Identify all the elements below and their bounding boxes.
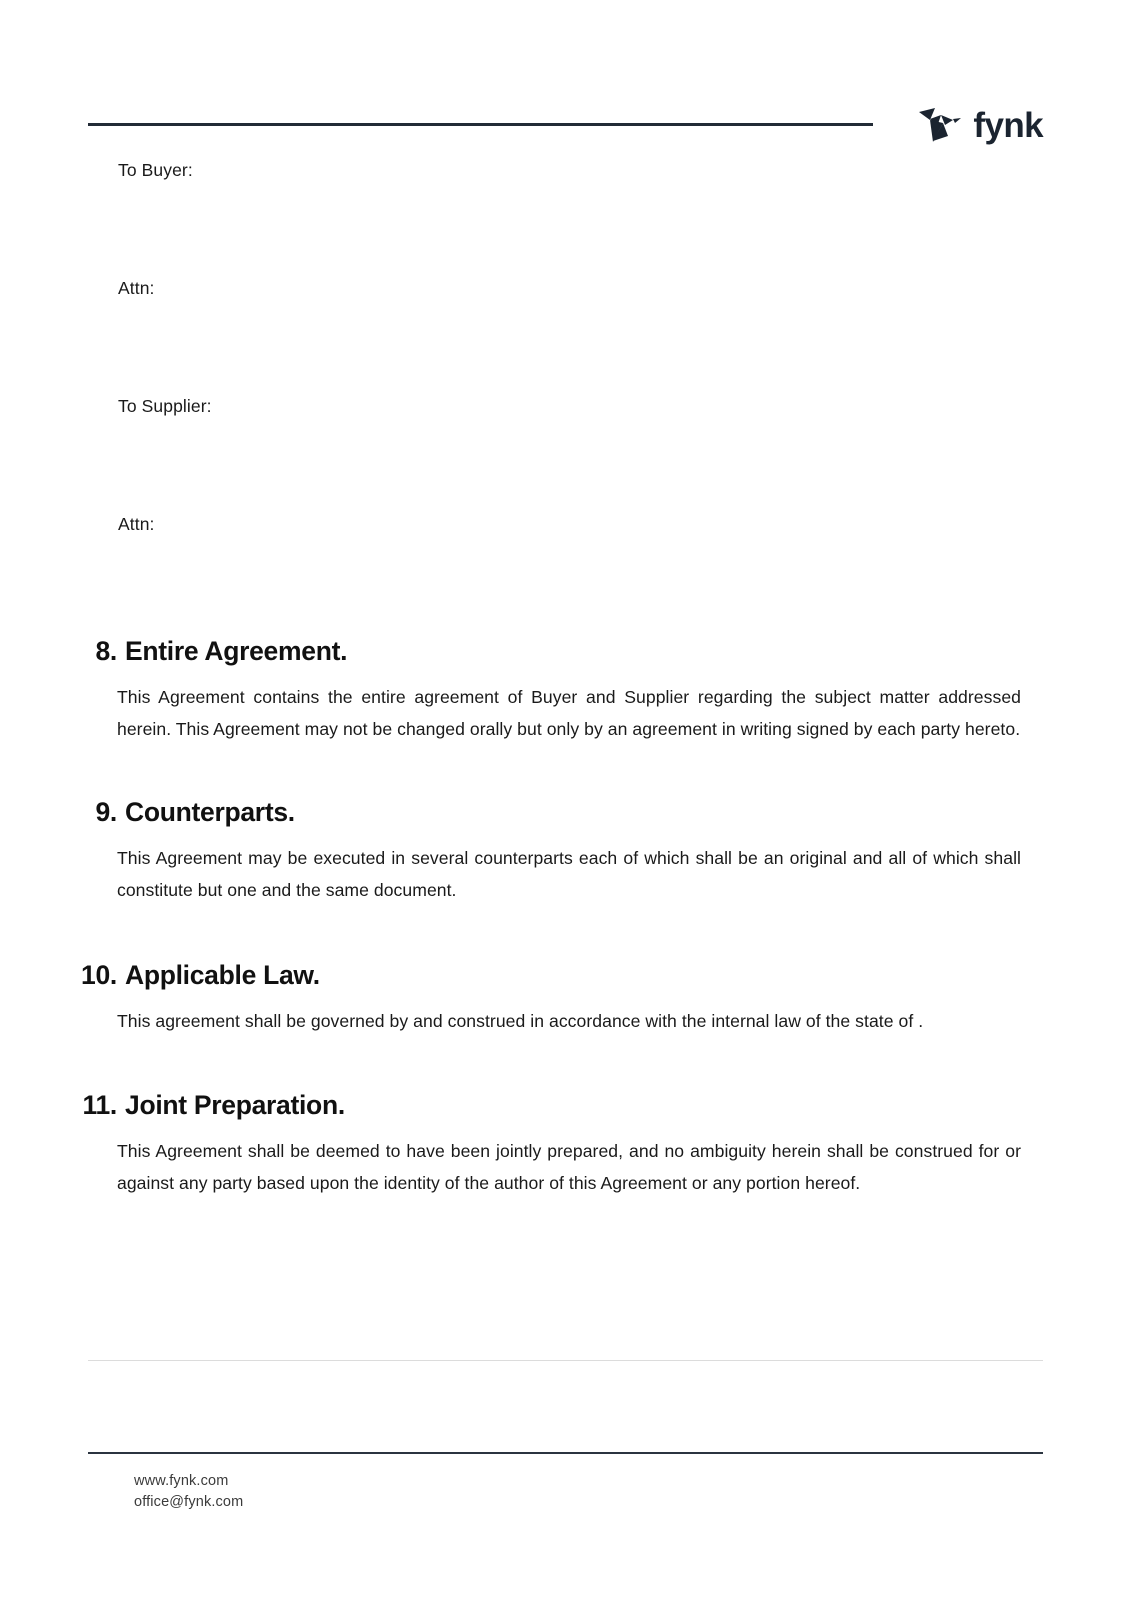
section-body-11 (68, 1135, 1021, 1199)
section-body-10 (68, 1005, 1021, 1037)
section-entire-agreement (68, 636, 1021, 745)
section-paragraph-11: This Agreement shall be deemed to have been jointly prepared, and no ambiguity herein shall be construed for or against any party based upon the identity of the author of this Agreement or any portion hereof. (117, 1141, 1021, 1193)
section-heading-11 (68, 1090, 1021, 1121)
address-value-supplier-attn[interactable] (118, 537, 1021, 559)
section-title-11: Joint Preparation. (125, 1090, 345, 1120)
section-paragraph-8: This Agreement contains the entire agreement of Buyer and Supplier regarding the subject matter addressed herein. This Agreement may not be changed orally but only by an agreement in writing signed by each party hereto. (117, 687, 1021, 739)
section-number-11: 11. (82, 1090, 117, 1120)
section-number-9: 9. (95, 797, 117, 827)
section-paragraph-9: This Agreement may be executed in several counterparts each of which shall be an original and all of which shall constitute but one and the same document. (117, 848, 1021, 900)
brand-wordmark: fynk (973, 105, 1043, 145)
footer-contact-info (88, 1471, 1043, 1513)
footer-divider-rule (88, 1452, 1043, 1454)
section-heading-9 (68, 797, 1021, 828)
section-joint-preparation (68, 1090, 1021, 1199)
section-applicable-law (68, 960, 1021, 1037)
section-paragraph-10: This agreement shall be governed by and construed in accordance with the internal law of the state of . (117, 1011, 924, 1031)
address-value-buyer-attn[interactable] (118, 301, 1021, 323)
section-number-10: 10. (81, 960, 117, 990)
address-value-to-buyer[interactable] (118, 183, 1021, 205)
page-header (88, 100, 1043, 160)
page-footer (88, 1452, 1043, 1513)
section-body-9 (68, 842, 1021, 906)
address-row-to-buyer (118, 158, 1021, 276)
section-body-8 (68, 681, 1021, 745)
footer-email-link[interactable]: office@fynk.com (134, 1494, 244, 1510)
section-heading-8 (68, 636, 1021, 667)
address-value-to-supplier[interactable] (118, 419, 1021, 441)
address-row-supplier-attn (118, 512, 1021, 630)
address-label-buyer-attn: Attn: (118, 278, 155, 298)
address-label-to-supplier: To Supplier: (118, 396, 212, 416)
fynk-logo (917, 100, 1043, 152)
section-counterparts (68, 797, 1021, 906)
address-row-buyer-attn (118, 276, 1021, 394)
section-title-9: Counterparts. (125, 797, 295, 827)
section-title-10: Applicable Law. (125, 960, 320, 990)
header-divider-rule (88, 123, 873, 126)
footer-website-link[interactable]: www.fynk.com (134, 1473, 229, 1489)
section-heading-10 (68, 960, 1021, 991)
origami-bird-icon (917, 106, 963, 146)
section-number-8: 8. (95, 636, 117, 666)
address-row-to-supplier (118, 394, 1021, 512)
address-block (118, 158, 1021, 630)
address-label-to-buyer: To Buyer: (118, 160, 193, 180)
contract-sections (68, 636, 1021, 1199)
section-title-8: Entire Agreement. (125, 636, 348, 666)
content-end-divider (88, 1360, 1043, 1361)
address-label-supplier-attn: Attn: (118, 514, 155, 534)
